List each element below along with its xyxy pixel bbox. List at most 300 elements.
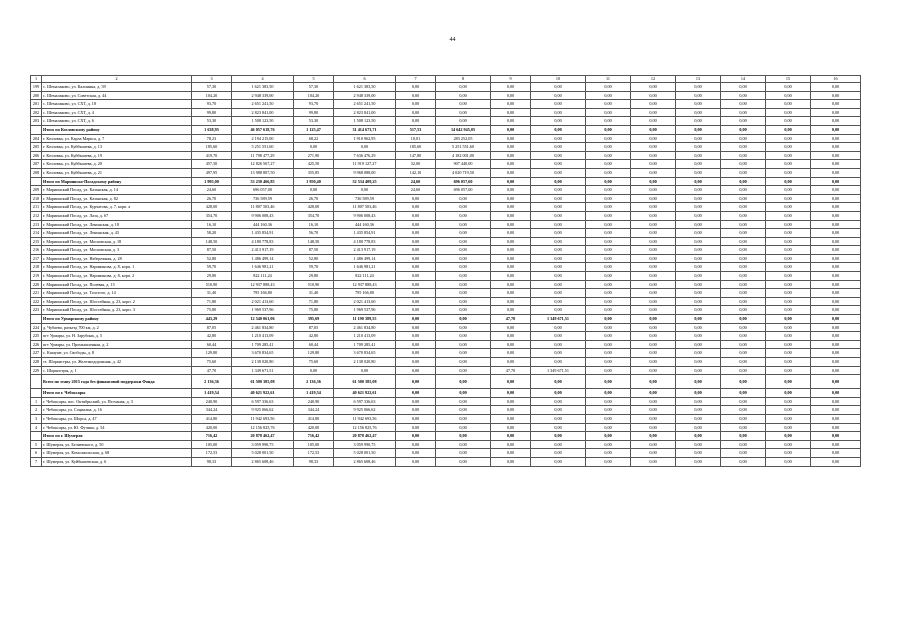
table-row <box>31 160 861 169</box>
value-cell: 0,00 <box>531 143 586 152</box>
value-cell: 4 182 001,00 <box>436 151 491 160</box>
value-cell: 0,00 <box>531 358 586 367</box>
value-cell: 26,70 <box>192 194 232 203</box>
value-cell: 0,00 <box>491 297 531 306</box>
column-number-cell: 9 <box>491 76 531 83</box>
value-cell: 0,00 <box>436 91 491 100</box>
value-cell: 104,20 <box>294 91 334 100</box>
value-cell: 240,90 <box>192 397 232 406</box>
value-cell: 0,00 <box>396 297 436 306</box>
value-cell: 2 865 608,46 <box>334 457 396 466</box>
value-cell: 0,00 <box>531 151 586 160</box>
value-cell: 40 621 922,61 <box>232 389 294 398</box>
value-cell: 142,10 <box>396 168 436 177</box>
value-cell: 129,80 <box>192 349 232 358</box>
value-cell: 0,00 <box>721 100 766 109</box>
value-cell: 0,00 <box>586 203 631 212</box>
row-number-cell: 219 <box>31 272 42 281</box>
address-cell: с. Шемалаково, ул. СХТ, д. 4 <box>42 108 192 117</box>
value-cell: 0,00 <box>531 203 586 212</box>
value-cell: 0,00 <box>586 332 631 341</box>
address-cell: пгт Урмары, ул. Н. Зарубина, д. 5 <box>42 332 192 341</box>
table-row <box>31 229 861 238</box>
value-cell: 0,00 <box>531 125 586 134</box>
table-header-row <box>31 76 861 83</box>
value-cell: 0,00 <box>766 389 811 398</box>
value-cell: 0,00 <box>811 151 861 160</box>
table-row <box>31 289 861 298</box>
value-cell: 0,00 <box>721 177 766 186</box>
value-cell: 457,50 <box>192 160 232 169</box>
address-cell: г. Козловка, ул. Куйбышева, д. 20 <box>42 160 192 169</box>
value-cell: 0,00 <box>766 289 811 298</box>
row-number-cell: 215 <box>31 237 42 246</box>
value-cell: 148,50 <box>294 237 334 246</box>
value-cell: 0,00 <box>631 272 676 281</box>
value-cell: 31,40 <box>294 289 334 298</box>
value-cell: 0,00 <box>531 414 586 423</box>
value-cell: 0,00 <box>766 315 811 324</box>
value-cell: 0,00 <box>766 366 811 375</box>
value-cell: 0,00 <box>491 194 531 203</box>
table-row <box>31 186 861 195</box>
value-cell: 57,30 <box>192 83 232 92</box>
row-number-cell: 205 <box>31 143 42 152</box>
value-cell: 0,00 <box>396 406 436 415</box>
value-cell: 0,00 <box>334 366 396 375</box>
address-cell: с. Шемалаково, ул. Советская, д. 44 <box>42 91 192 100</box>
value-cell: 0,00 <box>586 432 631 441</box>
value-cell: 0,00 <box>631 246 676 255</box>
value-cell: 0,00 <box>721 323 766 332</box>
value-cell: 1 349 671,51 <box>531 366 586 375</box>
value-cell: 0,00 <box>811 323 861 332</box>
value-cell: 414,80 <box>192 414 232 423</box>
summary-row <box>31 315 861 324</box>
value-cell: 0,00 <box>396 117 436 126</box>
value-cell: 5 028 001,50 <box>334 449 396 458</box>
value-cell: 0,00 <box>631 229 676 238</box>
value-cell: 1 508 123,50 <box>334 117 396 126</box>
value-cell: 1 969 537,96 <box>232 306 294 315</box>
value-cell: 0,00 <box>586 340 631 349</box>
value-cell: 0,00 <box>721 211 766 220</box>
value-cell: 11 807 503,46 <box>232 203 294 212</box>
value-cell: 0,00 <box>766 246 811 255</box>
row-number-cell: 212 <box>31 211 42 220</box>
value-cell: 0,00 <box>586 160 631 169</box>
value-cell: 0,00 <box>436 246 491 255</box>
value-cell: 0,00 <box>436 220 491 229</box>
value-cell: 1 486 499,14 <box>334 254 396 263</box>
value-cell: 0,00 <box>811 315 861 324</box>
row-number-cell: 229 <box>31 366 42 375</box>
value-cell: 0,00 <box>766 125 811 134</box>
value-cell: 60,44 <box>294 340 334 349</box>
value-cell: 0,00 <box>586 297 631 306</box>
value-cell: 0,00 <box>491 237 531 246</box>
value-cell: 0,00 <box>491 332 531 341</box>
value-cell: 0,00 <box>631 177 676 186</box>
address-cell: г. Мариинский Посад, ул. Московская, д. 3 <box>42 246 192 255</box>
table-row <box>31 237 861 246</box>
value-cell: 0,00 <box>294 143 334 152</box>
value-cell: 0,00 <box>396 315 436 324</box>
value-cell: 0,00 <box>586 229 631 238</box>
value-cell: 1 638,95 <box>192 125 232 134</box>
value-cell: 0,00 <box>811 306 861 315</box>
value-cell: 59,70 <box>192 263 232 272</box>
value-cell: 0,00 <box>491 406 531 415</box>
value-cell: 0,00 <box>586 246 631 255</box>
row-number-cell: 200 <box>31 91 42 100</box>
address-cell: г. Чебоксары, ул. Ю. Фучика, д. 54 <box>42 423 192 432</box>
value-cell: 46 057 618,76 <box>232 125 294 134</box>
value-cell: 0,00 <box>631 237 676 246</box>
value-cell: 0,00 <box>436 389 491 398</box>
address-cell: г. Мариинский Посад, ул. Курчатова, д. 7, корп. а <box>42 203 192 212</box>
value-cell: 0,00 <box>396 194 436 203</box>
value-cell: 0,00 <box>531 220 586 229</box>
value-cell: 52,80 <box>294 254 334 263</box>
row-number-cell: 206 <box>31 151 42 160</box>
value-cell: 0,00 <box>586 151 631 160</box>
row-number-cell <box>31 125 42 134</box>
value-cell: 0,00 <box>531 100 586 109</box>
value-cell: 0,00 <box>721 332 766 341</box>
row-number-cell: 6 <box>31 449 42 458</box>
value-cell: 0,00 <box>766 211 811 220</box>
value-cell: 0,00 <box>436 289 491 298</box>
value-cell: 0,00 <box>766 358 811 367</box>
value-cell: 0,00 <box>396 108 436 117</box>
value-cell: 0,00 <box>721 406 766 415</box>
value-cell: 14 642 945,05 <box>436 125 491 134</box>
value-cell: 2 138 020,80 <box>232 358 294 367</box>
table-row <box>31 263 861 272</box>
value-cell: 0,00 <box>586 220 631 229</box>
table-row <box>31 449 861 458</box>
value-cell: 1 349 671,51 <box>232 366 294 375</box>
address-cell: г. Чебоксары, пос. Октябрьский, ул. Песчаная, д. 3 <box>42 397 192 406</box>
value-cell: 0,00 <box>811 237 861 246</box>
value-cell: 0,00 <box>436 366 491 375</box>
value-cell: 1 621 383,50 <box>232 83 294 92</box>
value-cell: 0,00 <box>811 134 861 143</box>
value-cell: 0,00 <box>811 397 861 406</box>
value-cell: 0,00 <box>491 151 531 160</box>
value-cell: 0,00 <box>491 375 531 389</box>
table-row <box>31 220 861 229</box>
table-row <box>31 440 861 449</box>
value-cell: 0,00 <box>721 440 766 449</box>
value-cell: 31,40 <box>192 289 232 298</box>
value-cell: 26,70 <box>294 194 334 203</box>
value-cell: 0,00 <box>811 91 861 100</box>
column-number-cell: 15 <box>766 76 811 83</box>
value-cell: 0,00 <box>811 375 861 389</box>
value-cell: 0,00 <box>766 237 811 246</box>
value-cell: 0,00 <box>631 315 676 324</box>
value-cell: 0,00 <box>586 440 631 449</box>
value-cell: 61 500 385,08 <box>232 375 294 389</box>
value-cell: 0,00 <box>396 397 436 406</box>
value-cell: 0,00 <box>631 151 676 160</box>
value-cell: 172,53 <box>294 449 334 458</box>
value-cell: 1 210 413,09 <box>334 332 396 341</box>
value-cell: 0,00 <box>631 160 676 169</box>
value-cell: 20 878 462,47 <box>232 432 294 441</box>
value-cell: 0,00 <box>396 237 436 246</box>
value-cell: 0,00 <box>721 143 766 152</box>
value-cell: 1 646 981,21 <box>334 263 396 272</box>
value-cell: 0,00 <box>766 194 811 203</box>
value-cell: 0,00 <box>631 220 676 229</box>
value-cell: 0,00 <box>491 449 531 458</box>
row-number-cell <box>31 375 42 389</box>
table-row <box>31 194 861 203</box>
value-cell: 0,00 <box>631 280 676 289</box>
value-cell: 240,90 <box>294 397 334 406</box>
value-cell: 0,00 <box>811 366 861 375</box>
value-cell: 0,00 <box>811 125 861 134</box>
value-cell: 0,00 <box>631 432 676 441</box>
value-cell: 75,80 <box>192 306 232 315</box>
value-cell: 0,00 <box>811 160 861 169</box>
value-cell: 0,00 <box>811 194 861 203</box>
value-cell: 344,24 <box>192 406 232 415</box>
row-number-cell: 228 <box>31 358 42 367</box>
value-cell: 0,00 <box>631 297 676 306</box>
address-cell: Итого по г. Чебоксары <box>42 389 192 398</box>
address-cell: г. Чебоксары, ул. Социалиа, д. 16 <box>42 406 192 415</box>
value-cell: 0,00 <box>766 457 811 466</box>
value-cell: 0,00 <box>491 340 531 349</box>
value-cell: 0,00 <box>531 449 586 458</box>
row-number-cell: 204 <box>31 134 42 143</box>
value-cell: 93,70 <box>294 100 334 109</box>
value-cell: 0,00 <box>436 358 491 367</box>
value-cell: 52,80 <box>192 254 232 263</box>
value-cell: 0,00 <box>811 108 861 117</box>
value-cell: 0,00 <box>676 340 721 349</box>
value-cell: 0,00 <box>676 315 721 324</box>
value-cell: 0,00 <box>396 414 436 423</box>
value-cell: 0,00 <box>811 457 861 466</box>
row-number-cell <box>31 432 42 441</box>
value-cell: 0,00 <box>491 358 531 367</box>
value-cell: 0,00 <box>396 211 436 220</box>
value-cell: 0,00 <box>436 315 491 324</box>
value-cell: 75,60 <box>294 358 334 367</box>
row-number-cell: 218 <box>31 263 42 272</box>
address-cell: с. Шоркистры, д. 1 <box>42 366 192 375</box>
value-cell: 0,00 <box>396 263 436 272</box>
value-cell: 344,24 <box>294 406 334 415</box>
value-cell: 0,00 <box>766 220 811 229</box>
value-cell: 0,00 <box>531 160 586 169</box>
value-cell: 444 160,36 <box>334 220 396 229</box>
value-cell: 0,00 <box>586 83 631 92</box>
value-cell: 12 826 567,27 <box>232 160 294 169</box>
value-cell: 0,00 <box>491 272 531 281</box>
value-cell: 0,00 <box>721 91 766 100</box>
value-cell: 185,60 <box>192 143 232 152</box>
value-cell: 0,00 <box>294 366 334 375</box>
value-cell: 0,00 <box>631 203 676 212</box>
value-cell: 71,80 <box>192 297 232 306</box>
address-cell: д. Чубаево, разъезд 700 км, д. 2 <box>42 323 192 332</box>
row-number-cell <box>31 177 42 186</box>
value-cell: 10,01 <box>396 134 436 143</box>
value-cell: 0,00 <box>436 332 491 341</box>
value-cell: 0,00 <box>721 168 766 177</box>
value-cell: 0,00 <box>396 229 436 238</box>
table-row <box>31 100 861 109</box>
value-cell: 907 440,00 <box>436 160 491 169</box>
value-cell: 0,00 <box>396 457 436 466</box>
value-cell: 0,00 <box>396 366 436 375</box>
value-cell: 0,00 <box>631 440 676 449</box>
value-cell: 0,00 <box>586 168 631 177</box>
value-cell: 0,00 <box>721 203 766 212</box>
value-cell: 0,00 <box>676 440 721 449</box>
value-cell: 1 435 854,91 <box>334 229 396 238</box>
value-cell: 0,00 <box>721 263 766 272</box>
row-number-cell: 217 <box>31 254 42 263</box>
value-cell: 0,00 <box>766 432 811 441</box>
value-cell: 0,00 <box>676 414 721 423</box>
row-number-cell: 214 <box>31 229 42 238</box>
value-cell: 0,00 <box>396 254 436 263</box>
address-cell: г. Мариинский Посад, ул. Толстого, д. 14 <box>42 289 192 298</box>
value-cell: 0,00 <box>491 349 531 358</box>
value-cell: 0,00 <box>436 254 491 263</box>
value-cell: 0,00 <box>631 168 676 177</box>
value-cell: 0,00 <box>676 449 721 458</box>
value-cell: 0,00 <box>396 340 436 349</box>
value-cell: 0,00 <box>766 160 811 169</box>
value-cell: 0,00 <box>491 143 531 152</box>
value-cell: 0,00 <box>766 168 811 177</box>
column-number-cell: 10 <box>531 76 586 83</box>
value-cell: 0,00 <box>631 449 676 458</box>
value-cell: 0,00 <box>491 117 531 126</box>
value-cell: 58,20 <box>192 229 232 238</box>
value-cell: 57,30 <box>294 83 334 92</box>
address-cell: г. Мариинский Посад, ул. Ленинская, д. 43 <box>42 229 192 238</box>
value-cell: 0,00 <box>766 272 811 281</box>
value-cell: 497,95 <box>192 168 232 177</box>
value-cell: 0,00 <box>766 117 811 126</box>
row-number-cell: 5 <box>31 440 42 449</box>
value-cell: 0,00 <box>766 406 811 415</box>
value-cell: 2 823 841,00 <box>232 108 294 117</box>
value-cell: 2 138 020,80 <box>334 358 396 367</box>
value-cell: 0,00 <box>436 117 491 126</box>
value-cell: 0,00 <box>631 423 676 432</box>
row-number-cell: 207 <box>31 160 42 169</box>
address-cell: Итого по Козловскому району <box>42 125 192 134</box>
row-number-cell: 201 <box>31 100 42 109</box>
value-cell: 0,00 <box>436 272 491 281</box>
column-number-cell: 14 <box>721 76 766 83</box>
value-cell: 0,00 <box>436 449 491 458</box>
value-cell: 0,00 <box>811 220 861 229</box>
value-cell: 354,70 <box>294 211 334 220</box>
value-cell: 0,00 <box>491 289 531 298</box>
address-cell: Итого по Урмарскому району <box>42 315 192 324</box>
value-cell: 0,00 <box>586 272 631 281</box>
value-cell: 1 125,47 <box>294 125 334 134</box>
value-cell: 283 252,05 <box>436 134 491 143</box>
value-cell: 4 020 719,50 <box>436 168 491 177</box>
value-cell: 0,00 <box>676 168 721 177</box>
address-cell: г. Мариинский Посад, ул. Шоссейная, д. 23, корп. 2 <box>42 297 192 306</box>
row-number-cell: 220 <box>31 280 42 289</box>
value-cell: 0,00 <box>396 306 436 315</box>
value-cell: 0,00 <box>811 263 861 272</box>
value-cell: 0,00 <box>631 263 676 272</box>
column-number-cell: 6 <box>334 76 396 83</box>
value-cell: 0,00 <box>491 397 531 406</box>
value-cell: 0,00 <box>396 289 436 298</box>
value-cell: 42,80 <box>294 332 334 341</box>
value-cell: 0,00 <box>676 457 721 466</box>
value-cell: 0,00 <box>586 366 631 375</box>
value-cell: 1 621 383,50 <box>334 83 396 92</box>
value-cell: 0,00 <box>631 143 676 152</box>
value-cell: 428,00 <box>192 203 232 212</box>
value-cell: 20 878 462,47 <box>334 432 396 441</box>
value-cell: 12 156 825,76 <box>232 423 294 432</box>
value-cell: 0,00 <box>676 186 721 195</box>
value-cell: 0,00 <box>396 220 436 229</box>
value-cell: 0,00 <box>491 134 531 143</box>
value-cell: 0,00 <box>396 83 436 92</box>
value-cell: 0,00 <box>436 100 491 109</box>
value-cell: 0,00 <box>676 406 721 415</box>
value-cell: 0,00 <box>586 254 631 263</box>
value-cell: 0,00 <box>436 406 491 415</box>
value-cell: 0,00 <box>766 323 811 332</box>
table-row <box>31 457 861 466</box>
row-number-cell: 208 <box>31 168 42 177</box>
value-cell: 2 461 834,80 <box>334 323 396 332</box>
value-cell: 0,00 <box>631 289 676 298</box>
table-row <box>31 397 861 406</box>
value-cell: 0,00 <box>721 272 766 281</box>
value-cell: 6 597 336,63 <box>334 397 396 406</box>
value-cell: 0,00 <box>631 194 676 203</box>
value-cell: 1 435 854,91 <box>232 229 294 238</box>
value-cell: 0,00 <box>334 186 396 195</box>
value-cell: 98,33 <box>294 457 334 466</box>
value-cell: 0,00 <box>811 432 861 441</box>
value-cell: 12 937 888,43 <box>232 280 294 289</box>
value-cell: 3 670 834,65 <box>334 349 396 358</box>
table-row <box>31 349 861 358</box>
value-cell: 0,00 <box>531 397 586 406</box>
address-cell: г. Козловка, ул. Куйбышева, д. 19 <box>42 151 192 160</box>
value-cell: 5 251 551,60 <box>232 143 294 152</box>
address-cell: г. Мариинский Посад, ул. Нариманова, д. 8, корп. 1 <box>42 263 192 272</box>
value-cell: 1 995,00 <box>192 177 232 186</box>
value-cell: 0,00 <box>396 358 436 367</box>
value-cell: 0,00 <box>531 406 586 415</box>
address-cell: г. Мариинский Посад, ул. Нариманова, д. 8, корп. 2 <box>42 272 192 281</box>
value-cell: 0,00 <box>531 389 586 398</box>
